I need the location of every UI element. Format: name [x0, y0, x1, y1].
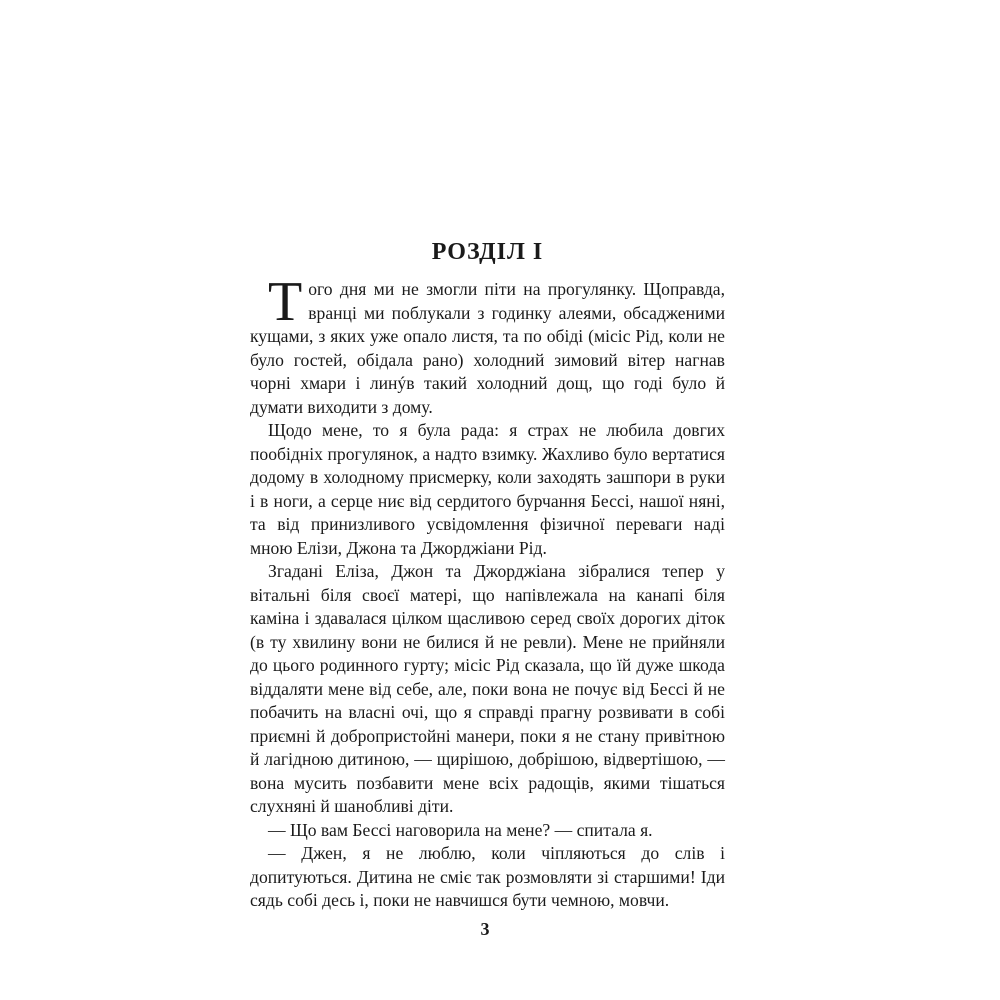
paragraph-4: — Що вам Бессі наговорила на мене? — спитала я. — [268, 819, 653, 840]
chapter-title: РОЗДІЛ I — [431, 239, 544, 265]
drop-cap: Т — [268, 271, 303, 333]
page-number: 3 — [480, 919, 490, 939]
paragraph-1-text: ого дня ми не змогли піти на прогулянку. Щоправда, вранці ми поблукали з годинку алеями, обсадженими кущами, з яких уже опало листя, та по обіді (місіс Рід, коли не було гостей, обідала рано) холодний зимовий вітер нагнав чорні хмари і линýв такий холодний дощ, що годі було й думати виходити з дому. — [250, 279, 725, 417]
paragraph-1 — [250, 271, 725, 419]
paragraph-5: — Джен, я не люблю, коли чіпляються до слів і допитуються. Дитина не сміє так розмовляти зі старшими! Іди сядь собі десь і, поки не навчишся бути чемною, мовчи. — [250, 843, 725, 910]
paragraph-3: Згадані Еліза, Джон та Джорджіана зібралися тепер у вітальні біля своєї матері, що напівлежала на канапі біля каміна і здавалася цілком щасливою серед своїх дорогих діток (в ту хвилину вони не билися й не ревли). Мене не прийняли до цього родинного гурту; місіс Рід сказала, що їй дуже шкода віддаляти мене від себе, але, поки вона не почує від Бессі й не побачить на власні очі, що я справді прагну розвивати в собі приємні й добропристойні манери, поки я не стану привітною й лагідною дитиною, — щирішою, добрішою, відвертішою, — вона мусить позбавити мене всіх радощів, якими тішаться слухняні й шанобливі діти. — [250, 561, 725, 816]
page-body — [250, 240, 725, 913]
paragraph-2: Щодо мене, то я була рада: я страх не любила довгих пообідніх прогулянок, а надто взимку. Жахливо було вертатися додому в холодному присмерку, коли заходять зашпори в руки і в ноги, а серце ниє від сердитого бурчання Бессі, нашої няні, та від принизливого усвідомлення фізичної переваги наді мною Елізи, Джона та Джорджіани Рід. — [250, 420, 725, 558]
